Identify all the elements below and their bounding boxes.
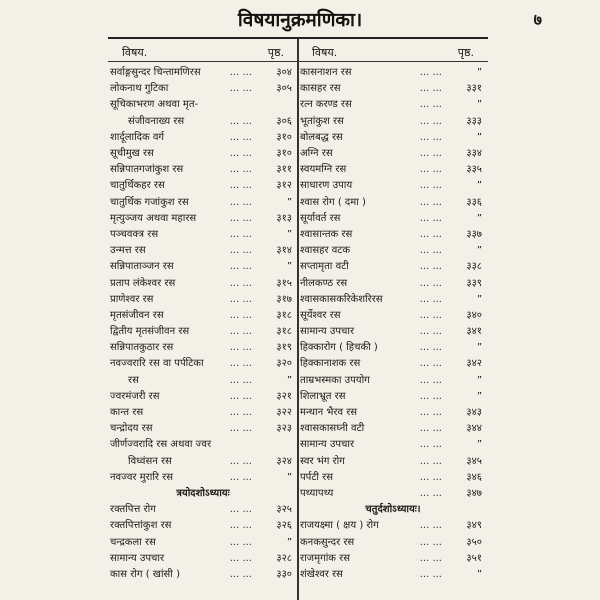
- chapter-heading: [298, 502, 488, 518]
- table-row: [298, 65, 488, 81]
- entry-page-number: ३३४: [466, 148, 482, 160]
- table-row: [298, 195, 488, 211]
- entry-page-number: ”: [286, 471, 292, 483]
- leader-dots: ... ...: [419, 342, 442, 354]
- entry-page-number: ३१०: [276, 148, 292, 160]
- leader-dots: ... ...: [419, 83, 442, 95]
- table-row: [108, 405, 298, 421]
- entry-page-number: ”: [476, 374, 482, 386]
- entry-page-number: ३२१: [276, 390, 292, 402]
- entry-title: जीर्णज्वरादि रस अथवा ज्वर: [110, 439, 212, 451]
- leader-dots: ... ...: [419, 180, 442, 192]
- leader-dots: ... ...: [229, 293, 252, 305]
- entry-title: चन्द्रोदय रस: [110, 423, 153, 435]
- entry-title: कासनाशन रस: [300, 67, 352, 79]
- entry-page-number: ३१२: [276, 180, 292, 192]
- table-row: [298, 486, 488, 502]
- entry-page-number: ३२०: [276, 358, 292, 370]
- entry-page-number: ”: [286, 374, 292, 386]
- table-row: [108, 470, 298, 486]
- entry-page-number: ३२२: [276, 407, 292, 419]
- entry-title: सामान्य उपचार: [300, 439, 355, 451]
- entry-page-number: ३४६: [466, 471, 482, 483]
- chapter-heading: [108, 486, 298, 502]
- leader-dots: ... ...: [229, 115, 252, 127]
- table-row: [298, 130, 488, 146]
- entry-page-number: ”: [476, 180, 482, 192]
- table-row: [298, 551, 488, 567]
- entry-title: ज्वरमंजरी रस: [110, 390, 160, 402]
- entry-title: नीलकण्ठ रस: [300, 277, 348, 289]
- leader-dots: ... ...: [419, 568, 442, 580]
- leader-dots: ... ...: [419, 99, 442, 111]
- leader-dots: ... ...: [229, 228, 252, 240]
- table-row: [108, 178, 298, 194]
- entry-page-number: ३४३: [466, 407, 482, 419]
- entry-page-number: ३१७: [276, 293, 292, 305]
- table-row: [108, 227, 298, 243]
- table-row: [298, 324, 488, 340]
- entry-page-number: ३४१: [466, 326, 482, 338]
- table-row: [298, 162, 488, 178]
- leader-dots: ... ...: [229, 390, 252, 402]
- leader-dots: ... ...: [419, 293, 442, 305]
- table-row: [108, 454, 298, 470]
- leader-dots: ... ...: [419, 67, 442, 79]
- entry-title: चातुर्थिक गजांकुश रस: [110, 196, 189, 208]
- leader-dots: ... ...: [419, 407, 442, 419]
- table-row: [298, 243, 488, 259]
- table-row: [298, 227, 488, 243]
- entry-title: प्रताप लंकेश्वर रस: [110, 277, 176, 289]
- header-rule: [298, 61, 488, 62]
- entry-title: सन्निपाताञ्जन रस: [110, 261, 174, 273]
- leader-dots: ... ...: [419, 115, 442, 127]
- entry-title: श्वासकासघ्नी वटी: [300, 423, 365, 435]
- entry-page-number: ”: [476, 245, 482, 257]
- entry-title: सूर्येश्वर रस: [300, 309, 341, 321]
- entry-title: सर्वाङ्गसुन्दर चिन्तामणिरस: [110, 67, 201, 79]
- header-rule: [108, 61, 298, 62]
- leader-dots: ... ...: [229, 374, 252, 386]
- leader-dots: ... ...: [229, 180, 252, 192]
- entry-title: कान्त रस: [110, 407, 144, 419]
- leader-dots: ... ...: [229, 309, 252, 321]
- subject-header: विषय.: [122, 46, 148, 59]
- entry-page-number: ३१३: [276, 212, 292, 224]
- entry-page-number: ”: [476, 67, 482, 79]
- table-row: [298, 567, 488, 583]
- table-row: [108, 356, 298, 372]
- entry-title: शार्दूलादिक वर्ग: [110, 131, 165, 143]
- leader-dots: ... ...: [229, 455, 252, 467]
- leader-dots: ... ...: [229, 261, 252, 273]
- page-title: विषयानुक्रमणिका।: [237, 9, 363, 31]
- entry-page-number: ३११: [276, 164, 292, 176]
- entry-page-number: ३२६: [276, 520, 292, 532]
- entry-title: मृत्युञ्जय अथवा महारस: [110, 212, 197, 224]
- entry-title: शिलाभ्रूत रस: [300, 390, 346, 402]
- table-row: [108, 146, 298, 162]
- entry-title: प्राणेश्वर रस: [110, 293, 154, 305]
- table-row: [108, 81, 298, 97]
- entry-page-number: ३१८: [276, 326, 292, 338]
- entry-title: चातुर्थिकहर रस: [110, 180, 165, 192]
- leader-dots: ... ...: [419, 196, 442, 208]
- leader-dots: ... ...: [419, 148, 442, 160]
- leader-dots: ... ...: [229, 471, 252, 483]
- right-rows: [298, 65, 488, 600]
- entry-title: रक्तपित्त रोग: [110, 504, 156, 516]
- table-row: [298, 534, 488, 550]
- leader-dots: ... ...: [419, 536, 442, 548]
- entry-title: त्रयोदशोऽध्यायः: [176, 487, 230, 499]
- table-row: [108, 259, 298, 275]
- entry-title: रत्न करण्ड रस: [300, 99, 352, 111]
- entry-title: सामान्य उपचार: [110, 552, 165, 564]
- entry-page-number: ३४४: [466, 423, 482, 435]
- entry-page-number: ”: [476, 568, 482, 580]
- entry-page-number: ३३८: [466, 261, 482, 273]
- entry-title: रस: [128, 374, 139, 386]
- table-row: [298, 259, 488, 275]
- entry-page-number: ”: [286, 261, 292, 273]
- entry-page-number: ”: [476, 131, 482, 143]
- table-row: [108, 275, 298, 291]
- entry-title: चन्द्रकला रस: [110, 536, 156, 548]
- entry-title: ताम्रभस्मका उपयोग: [300, 374, 370, 386]
- leader-dots: ... ...: [229, 407, 252, 419]
- entry-page-number: ३२४: [276, 455, 292, 467]
- entry-title: श्वासकासकरिकेशरिरस: [300, 293, 383, 305]
- leader-dots: ... ...: [229, 277, 252, 289]
- table-row: [108, 389, 298, 405]
- entry-title: भूतांकुश रस: [300, 115, 344, 127]
- leader-dots: ... ...: [419, 245, 442, 257]
- table-row: [108, 534, 298, 550]
- entry-title: सूचिकाभरण अथवा मृत-: [110, 99, 199, 111]
- leader-dots: ... ...: [229, 326, 252, 338]
- entry-title: मृतसंजीवन रस: [110, 309, 164, 321]
- entry-title: द्वितीय मृतसंजीवन रस: [110, 326, 190, 338]
- entry-title: उन्मत्त रस: [110, 245, 146, 257]
- entry-title: बोलबद्ध रस: [300, 131, 343, 143]
- entry-title: कासहर रस: [300, 83, 341, 95]
- leader-dots: ... ...: [419, 423, 442, 435]
- table-row: [108, 211, 298, 227]
- table-row: [298, 421, 488, 437]
- table-row: [298, 211, 488, 227]
- entry-page-number: ”: [286, 536, 292, 548]
- leader-dots: ... ...: [229, 212, 252, 224]
- left-rows: [108, 65, 298, 600]
- entry-page-number: ३३१: [466, 83, 482, 95]
- entry-title: श्वासान्तक रस: [300, 228, 353, 240]
- table-row: [298, 470, 488, 486]
- entry-page-number: ३४७: [466, 487, 482, 499]
- leader-dots: ... ...: [229, 164, 252, 176]
- leader-dots: ... ...: [419, 277, 442, 289]
- entry-page-number: ३४२: [466, 358, 482, 370]
- leader-dots: ... ...: [229, 423, 252, 435]
- entry-title: चतुर्दशोऽध्यायः।: [365, 504, 421, 516]
- entry-title: सप्तामृता वटी: [300, 261, 349, 273]
- entry-page-number: ३३९: [466, 277, 482, 289]
- table-row: [108, 324, 298, 340]
- table-row: [298, 292, 488, 308]
- left-column-header: [108, 41, 298, 61]
- table-row: [298, 178, 488, 194]
- leader-dots: ... ...: [419, 455, 442, 467]
- leader-dots: ... ...: [229, 358, 252, 370]
- table-row: [108, 340, 298, 356]
- table-row: [108, 551, 298, 567]
- entry-title: श्वासहर वटक: [300, 245, 351, 257]
- entry-title: रक्तपित्तांकुश रस: [110, 520, 172, 532]
- entry-page-number: ३१५: [276, 277, 292, 289]
- table-row: [298, 340, 488, 356]
- entry-title: स्वयमग्नि रस: [300, 164, 347, 176]
- entry-page-number: ३१९: [276, 342, 292, 354]
- table-row: [298, 308, 488, 324]
- table-row: [108, 373, 298, 389]
- entry-page-number: ३३३: [466, 115, 482, 127]
- entry-page-number: ३०४: [276, 67, 292, 79]
- left-column: [108, 39, 298, 600]
- page-header-label: पृष्ठ.: [267, 46, 284, 59]
- entry-page-number: ३४५: [466, 455, 482, 467]
- table-row: [108, 292, 298, 308]
- entry-page-number: ”: [476, 342, 482, 354]
- table-row: [298, 97, 488, 113]
- entry-page-number: ”: [476, 439, 482, 451]
- table-row: [298, 275, 488, 291]
- entry-page-number: ”: [286, 196, 292, 208]
- leader-dots: ... ...: [419, 261, 442, 273]
- leader-dots: ... ...: [419, 439, 442, 451]
- leader-dots: ... ...: [419, 390, 442, 402]
- entry-page-number: ३०५: [276, 83, 292, 95]
- table-row: [298, 146, 488, 162]
- entry-title: कनकसुन्दर रस: [300, 536, 355, 548]
- entry-title: अग्नि रस: [300, 148, 333, 160]
- leader-dots: ... ...: [419, 358, 442, 370]
- table-row: [298, 454, 488, 470]
- entry-title: मन्थान भैरव रस: [300, 407, 358, 419]
- subject-header: विषय.: [312, 46, 338, 59]
- entry-title: कास रोग ( खांसी ): [110, 568, 180, 580]
- entry-title: पथ्यापथ्य: [300, 487, 334, 499]
- table-row: [108, 502, 298, 518]
- leader-dots: ... ...: [229, 196, 252, 208]
- leader-dots: ... ...: [229, 131, 252, 143]
- leader-dots: ... ...: [229, 568, 252, 580]
- entry-title: सामान्य उपचार: [300, 326, 355, 338]
- entry-title: सूर्यावर्त रस: [300, 212, 341, 224]
- entry-page-number: ”: [476, 212, 482, 224]
- page-header: [0, 4, 600, 32]
- leader-dots: ... ...: [419, 487, 442, 499]
- entry-page-number: ३३७: [466, 228, 482, 240]
- entry-title: राजमृगांक रस: [300, 552, 351, 564]
- right-column: [298, 39, 488, 600]
- leader-dots: ... ...: [419, 552, 442, 564]
- table-row: [298, 389, 488, 405]
- table-row: [108, 130, 298, 146]
- entry-page-number: ”: [476, 293, 482, 305]
- leader-dots: ... ...: [229, 520, 252, 532]
- leader-dots: ... ...: [229, 67, 252, 79]
- entry-title: नवज्वरारि रस वा पर्पटिका: [110, 358, 204, 370]
- leader-dots: ... ...: [229, 504, 252, 516]
- entry-title: लोकनाथ गुटिका: [110, 83, 169, 95]
- leader-dots: ... ...: [419, 164, 442, 176]
- entry-page-number: ३४९: [466, 520, 482, 532]
- leader-dots: ... ...: [419, 212, 442, 224]
- entry-page-number: ३५०: [466, 536, 482, 548]
- entry-title: राजयक्ष्मा ( क्षय ) रोग: [300, 520, 379, 532]
- table-row: [298, 356, 488, 372]
- entry-title: साधारण उपाय: [300, 180, 353, 192]
- table-row: [108, 162, 298, 178]
- entry-title: सन्निपातगजांकुश रस: [110, 164, 184, 176]
- table-row: [108, 97, 298, 113]
- table-row: [108, 114, 298, 130]
- entry-page-number: ३०६: [276, 115, 292, 127]
- entry-title: नवज्वर मुरारि रस: [110, 471, 174, 483]
- leader-dots: ... ...: [419, 471, 442, 483]
- entry-page-number: ३१४: [276, 245, 292, 257]
- entry-page-number: ३३५: [466, 164, 482, 176]
- leader-dots: ... ...: [419, 131, 442, 143]
- leader-dots: ... ...: [229, 552, 252, 564]
- leader-dots: ... ...: [419, 309, 442, 321]
- leader-dots: ... ...: [419, 374, 442, 386]
- entry-page-number: ”: [476, 390, 482, 402]
- page-header-label: पृष्ठ.: [457, 46, 474, 59]
- entry-page-number: ३२८: [276, 552, 292, 564]
- table-row: [298, 518, 488, 534]
- entry-title: पञ्चवक्त्र रस: [110, 228, 159, 240]
- table-row: [108, 243, 298, 259]
- leader-dots: ... ...: [229, 148, 252, 160]
- table-row: [108, 567, 298, 583]
- page-number: ७: [533, 10, 542, 29]
- right-column-header: [298, 41, 488, 61]
- leader-dots: ... ...: [419, 228, 442, 240]
- table-row: [298, 437, 488, 453]
- table-row: [298, 405, 488, 421]
- contents-table: [108, 39, 488, 600]
- leader-dots: ... ...: [229, 342, 252, 354]
- entry-page-number: ३२५: [276, 504, 292, 516]
- entry-title: श्वास रोग ( दमा ): [300, 196, 366, 208]
- table-row: [108, 308, 298, 324]
- entry-page-number: ३३६: [466, 196, 482, 208]
- entry-title: हिक्कानाशक रस: [300, 358, 361, 370]
- leader-dots: ... ...: [419, 326, 442, 338]
- table-row: [298, 373, 488, 389]
- entry-page-number: ३४०: [466, 309, 482, 321]
- leader-dots: ... ...: [229, 536, 252, 548]
- table-row: [298, 81, 488, 97]
- entry-page-number: ३१८: [276, 309, 292, 321]
- entry-page-number: ३२३: [276, 423, 292, 435]
- entry-title: सन्निपातकुठार रस: [110, 342, 174, 354]
- entry-page-number: ३३०: [276, 568, 292, 580]
- entry-title: संजीवनाख्य रस: [128, 115, 185, 127]
- entry-title: हिक्कारोग ( हिचकी ): [300, 342, 378, 354]
- entry-page-number: ”: [286, 228, 292, 240]
- leader-dots: ... ...: [229, 83, 252, 95]
- entry-title: स्वर भंग रोग: [300, 455, 345, 467]
- table-row: [108, 65, 298, 81]
- table-row: [108, 437, 298, 453]
- entry-title: पर्पटी रस: [300, 471, 334, 483]
- entry-title: विध्वंसन रस: [128, 455, 172, 467]
- entry-page-number: ”: [476, 99, 482, 111]
- table-row: [108, 518, 298, 534]
- table-row: [108, 195, 298, 211]
- entry-page-number: ३५१: [466, 552, 482, 564]
- leader-dots: ... ...: [229, 245, 252, 257]
- leader-dots: ... ...: [419, 520, 442, 532]
- table-row: [108, 421, 298, 437]
- entry-title: सूचीमुख रस: [110, 148, 154, 160]
- entry-page-number: ३१०: [276, 131, 292, 143]
- table-row: [298, 114, 488, 130]
- entry-title: शंखेश्वर रस: [300, 568, 343, 580]
